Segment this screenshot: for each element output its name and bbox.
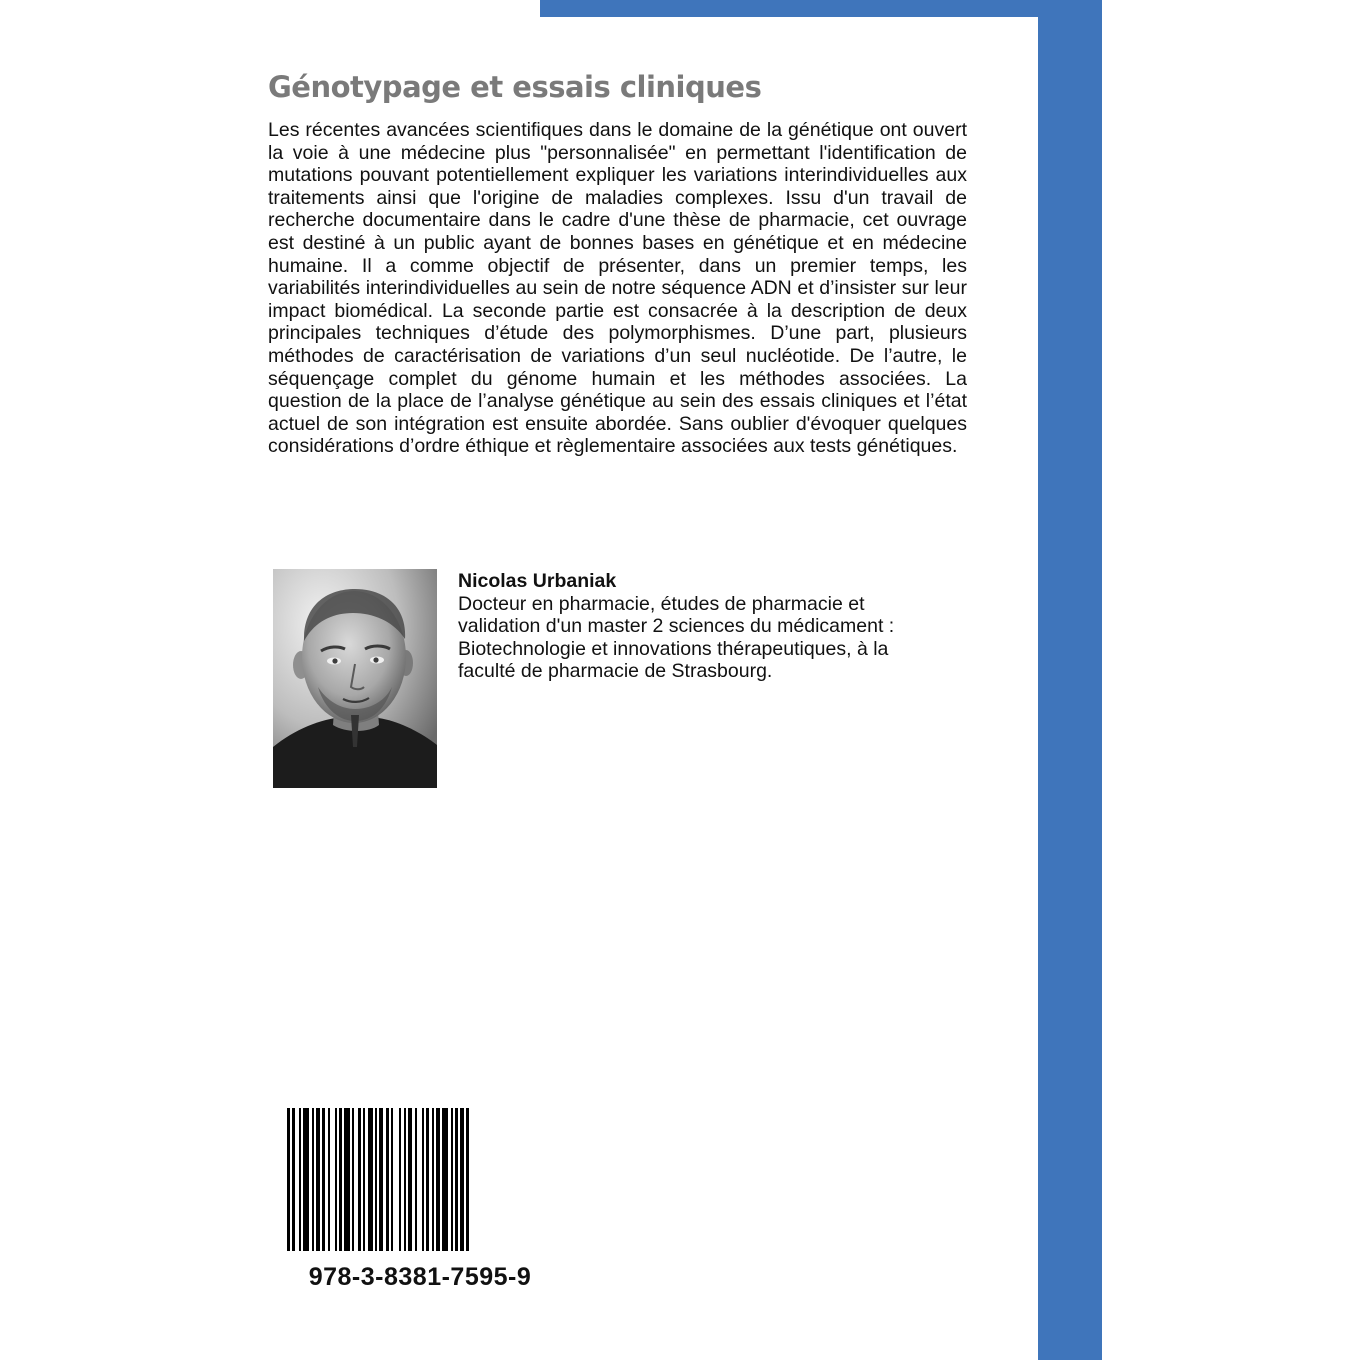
barcode-icon [287,1108,551,1251]
author-name: Nicolas Urbaniak [458,570,617,592]
top-color-band [540,0,1102,17]
book-description: Les récentes avancées scientifiques dans le domaine de la génétique ont ouvert la voie à une médecine plus "personnalisée" en permettant l'identification de mutations pouvant potentiellement expliquer les variations interindividuelles aux traitements ainsi que l'origine de maladies complexes. Issu d'un travail de recherche documentaire dans le cadre d'une thèse de pharmacie, cet ouvrage est destiné à un public ayant de bonnes bases en génétique et en médecine humaine. Il a comme objectif de présenter, dans un premier temps, les variabilités interindividuelles au sein de notre séquence ADN et d’insister sur leur impact biomédical. La seconde partie est consacrée à la description de deux principales techniques d’étude des polymorphismes. D’une part, plusieurs méthodes de caractérisation de variations d’un seul nucléotide. De l’autre, le séquençage complet du génome humain et les méthodes associées. La question de la place de l’analyse génétique au sein des essais cliniques et l’état actuel de son intégration est ensuite abordée. Sans oublier d'évoquer quelques considérations d’ordre éthique et règlementaire associées aux tests génétiques. [268,119,967,458]
isbn-number: 978-3-8381-7595-9 [308,1263,532,1291]
author-section [458,570,978,683]
author-photo [273,569,437,788]
isbn-barcode-block [270,1095,570,1300]
book-title: Génotypage et essais cliniques [268,70,762,104]
book-spine-strip [1038,0,1102,1360]
author-bio: Docteur en pharmacie, études de pharmacie et validation d'un master 2 sciences du médicament : Biotechnologie et innovations thérapeutiques, à la faculté de pharmacie de Strasbourg. [458,592,895,683]
